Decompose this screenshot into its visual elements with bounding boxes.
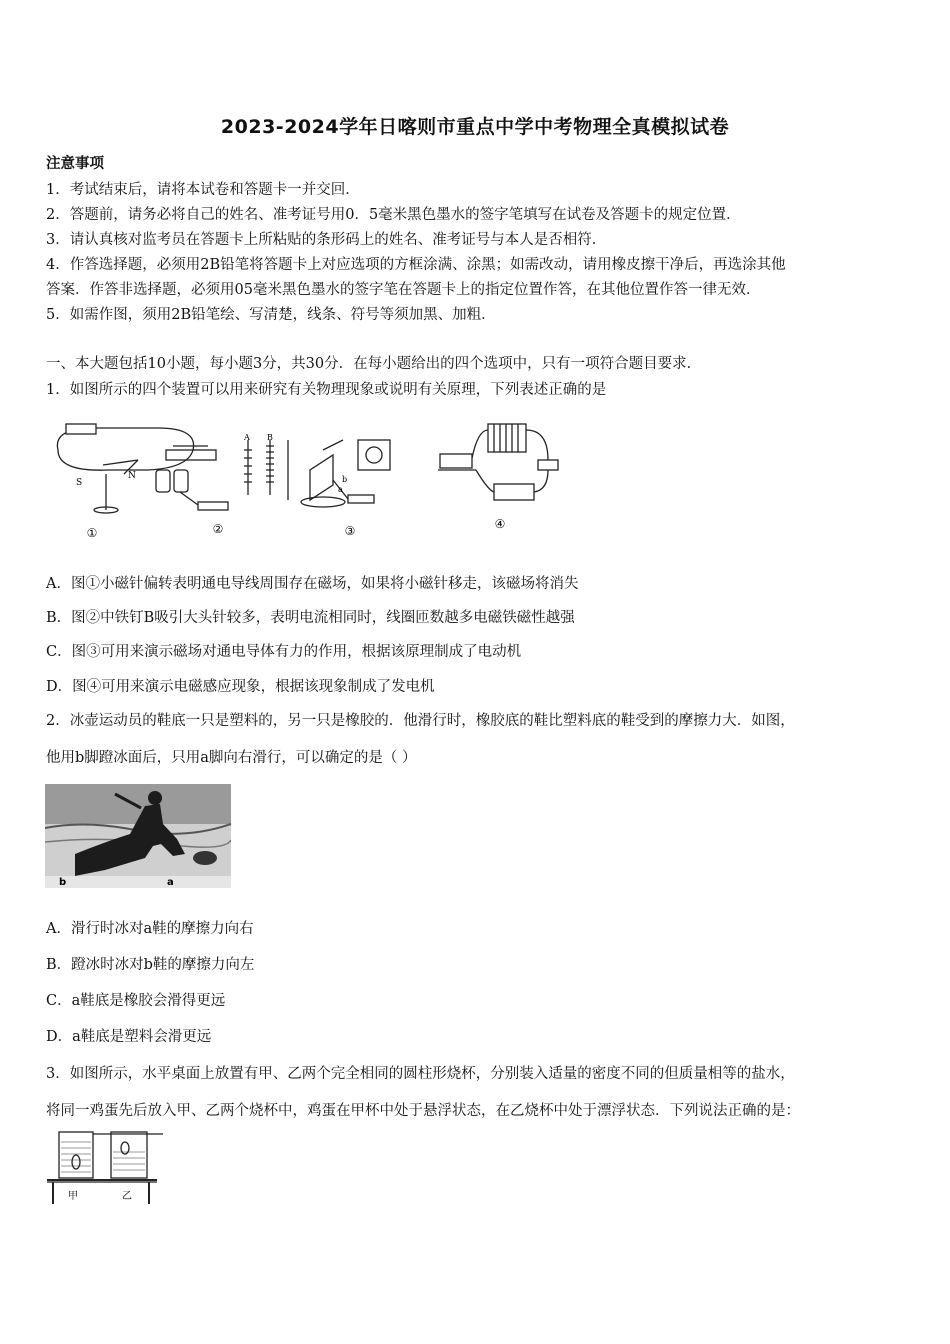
notice-item: 2．答题前，请务必将自己的姓名、准考证号用0．5毫米黑色墨水的签字笔填写在试卷及答题卡的规定位置． (46, 207, 741, 223)
q1-option-b: B．图②中铁钉B吸引大头针较多，表明电流相同时，线圈匝数越多电磁铁磁性越强 (46, 610, 575, 626)
page-title: 2023-2024学年日喀则市重点中学中考物理全真模拟试卷 (220, 116, 730, 138)
notice-item: 5．如需作图，须用2B铅笔绘、写清楚，线条、符号等须加黑、加粗． (46, 307, 496, 323)
q1-fig2-b-label: B (267, 433, 273, 442)
q1-fig3-b-label: b (342, 475, 348, 484)
q1-apparatus-figure (48, 410, 568, 545)
notice-item: 答案．作答非选择题，必须用05毫米黑色墨水的签字笔在答题卡上的指定位置作答，在其他位置作答一律无效． (46, 282, 761, 298)
question-2-stem: 他用b脚蹬冰面后，只用a脚向右滑行，可以确定的是（ ） (46, 750, 417, 766)
question-2-stem: 2．冰壶运动员的鞋底一只是塑料的，另一只是橡胶的．他滑行时，橡胶底的鞋比塑料底的鞋受到的摩擦力大．如图， (46, 713, 795, 729)
q3-beakers-figure (45, 1124, 165, 1208)
q2-option-d: D．a鞋底是塑料会滑更远 (46, 1029, 212, 1045)
question-1-stem: 1．如图所示的四个装置可以用来研究有关物理现象或说明有关原理，下列表述正确的是 (46, 382, 607, 398)
q2-option-c: C．a鞋底是橡胶会滑得更远 (46, 993, 226, 1009)
q1-option-d: D．图④可用来演示电磁感应现象，根据该现象制成了发电机 (46, 679, 435, 695)
q2-photo-a-label: a (167, 877, 174, 888)
q1-option-c: C．图③可用来演示磁场对通电导体有力的作用，根据该原理制成了电动机 (46, 644, 522, 660)
section-heading: 一、本大题包括10小题，每小题3分，共30分．在每小题给出的四个选项中，只有一项符合题目要求． (46, 356, 702, 372)
q3-fig-label-jia: 甲 (68, 1191, 78, 1202)
q1-fig2-a-label: A (244, 433, 250, 442)
q1-option-a: A．图①小磁针偏转表明通电导线周围存在磁场，如果将小磁针移走，该磁场将消失 (46, 576, 579, 592)
q2-photo-b-label: b (59, 877, 67, 888)
q1-fig-label: ② (212, 522, 224, 536)
q2-curling-photo (45, 784, 231, 888)
notice-heading: 注意事项 (46, 155, 104, 172)
notice-item: 1．考试结束后，请将本试卷和答题卡一并交回． (46, 182, 360, 198)
q1-fig-label: ④ (494, 517, 506, 531)
notice-item: 3．请认真核对监考员在答题卡上所粘贴的条形码上的姓名、准考证号与本人是否相符． (46, 232, 607, 248)
notice-item: 4．作答选择题，必须用2B铅笔将答题卡上对应选项的方框涂满、涂黑；如需改动，请用橡皮擦干净后，再选涂其他 (46, 257, 786, 273)
q2-option-b: B．蹬冰时冰对b鞋的摩擦力向左 (46, 957, 255, 973)
q3-fig-label-yi: 乙 (122, 1191, 132, 1202)
question-3-stem: 3．如图所示，水平桌面上放置有甲、乙两个完全相同的圆柱形烧杯，分别装入适量的密度不同的但质量相等的盐水， (46, 1066, 795, 1082)
q2-option-a: A．滑行时冰对a鞋的摩擦力向右 (46, 921, 254, 937)
q1-fig1-n-label: N (128, 471, 136, 481)
q1-fig-label: ① (86, 526, 98, 540)
question-3-stem: 将同一鸡蛋先后放入甲、乙两个烧杯中，鸡蛋在甲杯中处于悬浮状态，在乙烧杯中处于漂浮状态．下列说法正确的是： (46, 1103, 800, 1119)
q1-fig3-a-label: a (338, 485, 343, 494)
q1-fig-label: ③ (344, 524, 356, 538)
q1-fig1-s-label: S (76, 478, 83, 488)
